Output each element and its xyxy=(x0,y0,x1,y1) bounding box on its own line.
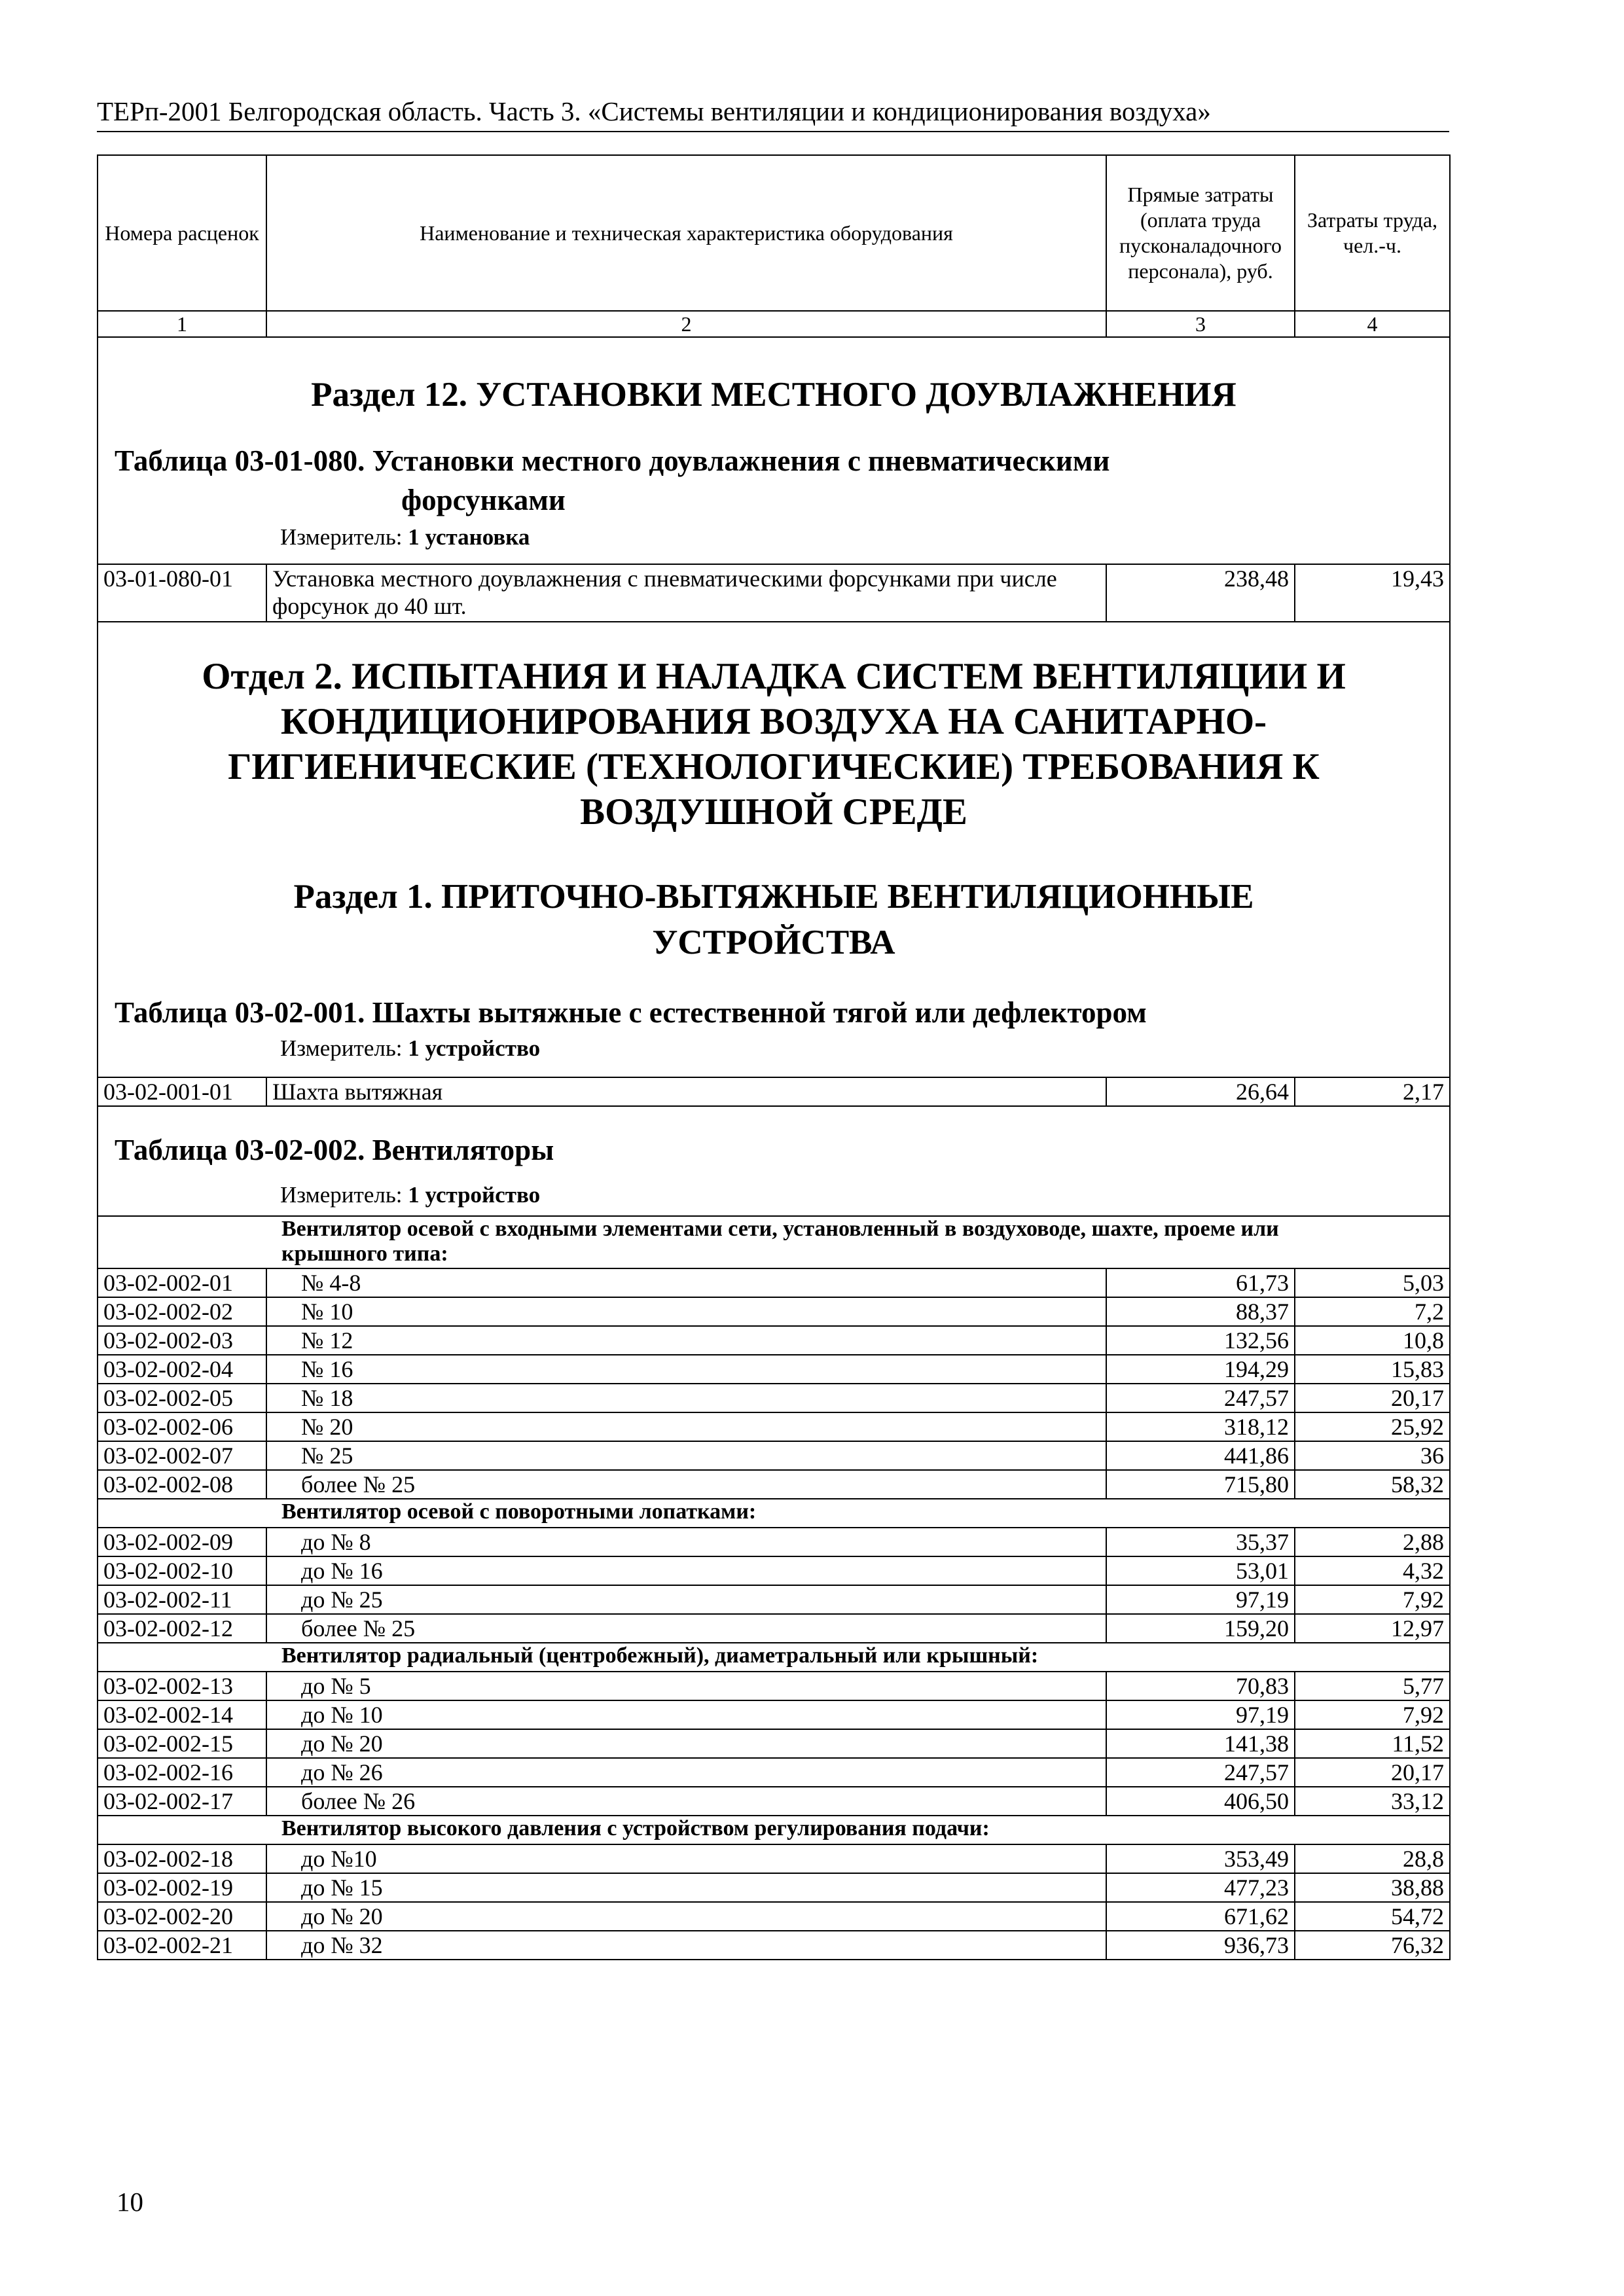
rate-labor: 2,88 xyxy=(1295,1528,1450,1556)
rate-code: 03-02-002-09 xyxy=(98,1528,266,1556)
table-row xyxy=(98,1355,1450,1384)
measure-label: Измеритель: xyxy=(280,1035,403,1061)
rate-cost: 247,57 xyxy=(1106,1758,1295,1787)
rate-labor: 4,32 xyxy=(1295,1556,1450,1585)
rate-code: 03-02-002-16 xyxy=(98,1758,266,1787)
rate-labor: 54,72 xyxy=(1295,1902,1450,1931)
table-row xyxy=(98,1268,1450,1297)
rate-cost: 247,57 xyxy=(1106,1384,1295,1412)
section-title: Раздел 1. ПРИТОЧНО-ВЫТЯЖНЫЕ ВЕНТИЛЯЦИОННЫЕ xyxy=(293,878,1254,916)
column-header-row xyxy=(98,155,1450,311)
division-title: Отдел 2. ИСПЫТАНИЯ И НАЛАДКА СИСТЕМ ВЕНТИЛЯЦИИ И xyxy=(202,656,1346,697)
rate-code: 03-02-002-13 xyxy=(98,1672,266,1700)
rate-name: до № 25 xyxy=(266,1585,1106,1614)
rate-code: 03-02-002-03 xyxy=(98,1326,266,1355)
rate-labor: 20,17 xyxy=(1295,1758,1450,1787)
group-header-line: крышного типа: xyxy=(281,1242,448,1266)
group-header-row xyxy=(98,1643,1450,1672)
rate-code: 03-02-002-19 xyxy=(98,1873,266,1902)
group-header: Вентилятор осевой с поворотными лопатками: xyxy=(98,1499,1450,1528)
division-title: ГИГИЕНИЧЕСКИЕ (ТЕХНОЛОГИЧЕСКИЕ) ТРЕБОВАНИЯ К xyxy=(228,746,1320,787)
measure-value: 1 установка xyxy=(408,524,530,550)
rate-code: 03-02-002-08 xyxy=(98,1470,266,1499)
rate-code: 03-02-002-15 xyxy=(98,1729,266,1758)
rate-labor: 36 xyxy=(1295,1441,1450,1470)
division-title: ВОЗДУШНОЙ СРЕДЕ xyxy=(580,791,967,833)
rate-cost: 61,73 xyxy=(1106,1268,1295,1297)
rate-cost: 441,86 xyxy=(1106,1441,1295,1470)
group-header-row xyxy=(98,1499,1450,1528)
rate-name xyxy=(266,564,1106,622)
rate-code: 03-02-001-01 xyxy=(98,1077,266,1106)
rate-cost: 97,19 xyxy=(1106,1700,1295,1729)
table002-block xyxy=(98,1106,1450,1216)
rate-cost: 88,37 xyxy=(1106,1297,1295,1326)
rate-code: 03-02-002-11 xyxy=(98,1585,266,1614)
table-row xyxy=(98,1441,1450,1470)
rate-cost: 159,20 xyxy=(1106,1614,1295,1643)
rate-code: 03-02-002-17 xyxy=(98,1787,266,1816)
col-header-name: Наименование и техническая характеристика оборудования xyxy=(266,155,1106,311)
rate-labor: 38,88 xyxy=(1295,1873,1450,1902)
rate-cost: 97,19 xyxy=(1106,1585,1295,1614)
table-row xyxy=(98,1556,1450,1585)
rate-name-line: Установка местного доувлажнения с пневматическими форсунками при числе xyxy=(272,565,1057,592)
table-title-cont: форсунками xyxy=(401,484,566,516)
rate-cost: 671,62 xyxy=(1106,1902,1295,1931)
rate-code: 03-02-002-07 xyxy=(98,1441,266,1470)
table-row xyxy=(98,1412,1450,1441)
measure-label: Измеритель: xyxy=(280,524,403,550)
group-header-row xyxy=(98,1216,1450,1268)
rate-cost: 936,73 xyxy=(1106,1931,1295,1960)
rate-code: 03-02-002-06 xyxy=(98,1412,266,1441)
rate-name: № 16 xyxy=(266,1355,1106,1384)
col-number: 3 xyxy=(1106,311,1295,337)
rate-labor: 15,83 xyxy=(1295,1355,1450,1384)
rate-name: № 10 xyxy=(266,1297,1106,1326)
rate-cost: 141,38 xyxy=(1106,1729,1295,1758)
rate-cost: 238,48 xyxy=(1106,564,1295,622)
table-row xyxy=(98,1787,1450,1816)
rate-name: Шахта вытяжная xyxy=(266,1077,1106,1106)
rate-name: до № 8 xyxy=(266,1528,1106,1556)
col-number: 1 xyxy=(98,311,266,337)
table-row xyxy=(98,1758,1450,1787)
column-number-row xyxy=(98,311,1450,337)
otdel2-block xyxy=(98,622,1450,1077)
rate-labor: 20,17 xyxy=(1295,1384,1450,1412)
rate-cost: 406,50 xyxy=(1106,1787,1295,1816)
rate-labor: 10,8 xyxy=(1295,1326,1450,1355)
rate-labor: 7,92 xyxy=(1295,1585,1450,1614)
rate-code: 03-02-002-10 xyxy=(98,1556,266,1585)
rate-code: 03-02-002-01 xyxy=(98,1268,266,1297)
measure-line xyxy=(98,1035,1449,1062)
col-header-cost: Прямые затраты (оплата труда пусконаладочного персонала), руб. xyxy=(1106,155,1295,311)
rate-code: 03-02-002-20 xyxy=(98,1902,266,1931)
rate-cost: 70,83 xyxy=(1106,1672,1295,1700)
table-row xyxy=(98,1077,1450,1106)
rate-name: до № 15 xyxy=(266,1873,1106,1902)
table-row xyxy=(98,1614,1450,1643)
rate-code: 03-02-002-18 xyxy=(98,1844,266,1873)
section-title: УСТРОЙСТВА xyxy=(652,924,895,961)
rate-cost: 353,49 xyxy=(1106,1844,1295,1873)
measure-line xyxy=(98,1181,1449,1209)
col-header-labor: Затраты труда, чел.-ч. xyxy=(1295,155,1450,311)
measure-value: 1 устройство xyxy=(408,1035,541,1061)
rate-code: 03-02-002-12 xyxy=(98,1614,266,1643)
rate-labor: 5,03 xyxy=(1295,1268,1450,1297)
rate-labor: 33,12 xyxy=(1295,1787,1450,1816)
division-title: КОНДИЦИОНИРОВАНИЯ ВОЗДУХА НА САНИТАРНО- xyxy=(280,701,1267,742)
rate-labor: 2,17 xyxy=(1295,1077,1450,1106)
rates-table xyxy=(97,154,1451,1960)
rate-code: 03-02-002-14 xyxy=(98,1700,266,1729)
table-row xyxy=(98,1729,1450,1758)
rate-cost: 26,64 xyxy=(1106,1077,1295,1106)
table-row xyxy=(98,1931,1450,1960)
table-row xyxy=(98,1873,1450,1902)
table-row xyxy=(98,1528,1450,1556)
rate-name: до № 32 xyxy=(266,1931,1106,1960)
page-number: 10 xyxy=(117,2187,143,2217)
group-header: Вентилятор радиальный (центробежный), диаметральный или крышный: xyxy=(98,1643,1450,1672)
group-header-line: Вентилятор осевой с входными элементами сети, установленный в воздуховоде, шахте, проеме или xyxy=(281,1217,1279,1241)
rate-labor: 5,77 xyxy=(1295,1672,1450,1700)
rate-name: до №10 xyxy=(266,1844,1106,1873)
rate-name: № 4-8 xyxy=(266,1268,1106,1297)
rate-labor: 58,32 xyxy=(1295,1470,1450,1499)
table-title: Таблица 03-01-080. Установки местного доувлажнения с пневматическими xyxy=(115,444,1110,477)
group-header-row xyxy=(98,1816,1450,1844)
rate-labor: 19,43 xyxy=(1295,564,1450,622)
group-header: Вентилятор высокого давления с устройством регулирования подачи: xyxy=(98,1816,1450,1844)
table-row xyxy=(98,1700,1450,1729)
rate-labor: 76,32 xyxy=(1295,1931,1450,1960)
running-header: ТЕРп-2001 Белгородская область. Часть 3. «Системы вентиляции и кондиционирования воздуха» xyxy=(97,96,1211,126)
rate-name: до № 26 xyxy=(266,1758,1106,1787)
rate-code: 03-02-002-02 xyxy=(98,1297,266,1326)
rate-code: 03-01-080-01 xyxy=(98,564,266,622)
table-row xyxy=(98,1585,1450,1614)
table-row xyxy=(98,1902,1450,1931)
rate-labor: 12,97 xyxy=(1295,1614,1450,1643)
measure-value: 1 устройство xyxy=(408,1182,541,1208)
rate-labor: 25,92 xyxy=(1295,1412,1450,1441)
table-row xyxy=(98,1384,1450,1412)
rate-cost: 194,29 xyxy=(1106,1355,1295,1384)
rate-code: 03-02-002-05 xyxy=(98,1384,266,1412)
rate-name: № 20 xyxy=(266,1412,1106,1441)
rate-cost: 35,37 xyxy=(1106,1528,1295,1556)
table-row xyxy=(98,1297,1450,1326)
rate-name: до № 10 xyxy=(266,1700,1106,1729)
rate-name-line: форсунок до 40 шт. xyxy=(272,593,467,619)
table-row xyxy=(98,1672,1450,1700)
rate-name: более № 25 xyxy=(266,1470,1106,1499)
rate-labor: 7,92 xyxy=(1295,1700,1450,1729)
measure-label: Измеритель: xyxy=(280,1182,403,1208)
header-rule xyxy=(97,131,1449,132)
rate-labor: 28,8 xyxy=(1295,1844,1450,1873)
rate-name: более № 25 xyxy=(266,1614,1106,1643)
rate-cost: 715,80 xyxy=(1106,1470,1295,1499)
rate-cost: 318,12 xyxy=(1106,1412,1295,1441)
rate-labor: 11,52 xyxy=(1295,1729,1450,1758)
rate-name: № 12 xyxy=(266,1326,1106,1355)
rate-name: № 25 xyxy=(266,1441,1106,1470)
table-row xyxy=(98,1470,1450,1499)
rate-name: до № 20 xyxy=(266,1902,1106,1931)
table-row xyxy=(98,1844,1450,1873)
rate-name: до № 5 xyxy=(266,1672,1106,1700)
table-title: Таблица 03-02-002. Вентиляторы xyxy=(115,1134,554,1166)
table-row xyxy=(98,1326,1450,1355)
table-row xyxy=(98,564,1450,622)
group-header xyxy=(98,1216,1450,1268)
rate-labor: 7,2 xyxy=(1295,1297,1450,1326)
rate-name: № 18 xyxy=(266,1384,1106,1412)
section-title: Раздел 12. УСТАНОВКИ МЕСТНОГО ДОУВЛАЖНЕНИЯ xyxy=(311,376,1236,414)
section12-block xyxy=(98,337,1450,564)
rate-name: до № 20 xyxy=(266,1729,1106,1758)
col-header-codes: Номера расценок xyxy=(98,155,266,311)
rate-cost: 53,01 xyxy=(1106,1556,1295,1585)
rate-code: 03-02-002-21 xyxy=(98,1931,266,1960)
table-title: Таблица 03-02-001. Шахты вытяжные с естественной тягой или дефлектором xyxy=(115,996,1147,1029)
col-number: 2 xyxy=(266,311,1106,337)
rate-name: до № 16 xyxy=(266,1556,1106,1585)
rate-cost: 477,23 xyxy=(1106,1873,1295,1902)
col-number: 4 xyxy=(1295,311,1450,337)
measure-line xyxy=(98,524,1449,551)
rate-cost: 132,56 xyxy=(1106,1326,1295,1355)
rate-name: более № 26 xyxy=(266,1787,1106,1816)
rate-code: 03-02-002-04 xyxy=(98,1355,266,1384)
